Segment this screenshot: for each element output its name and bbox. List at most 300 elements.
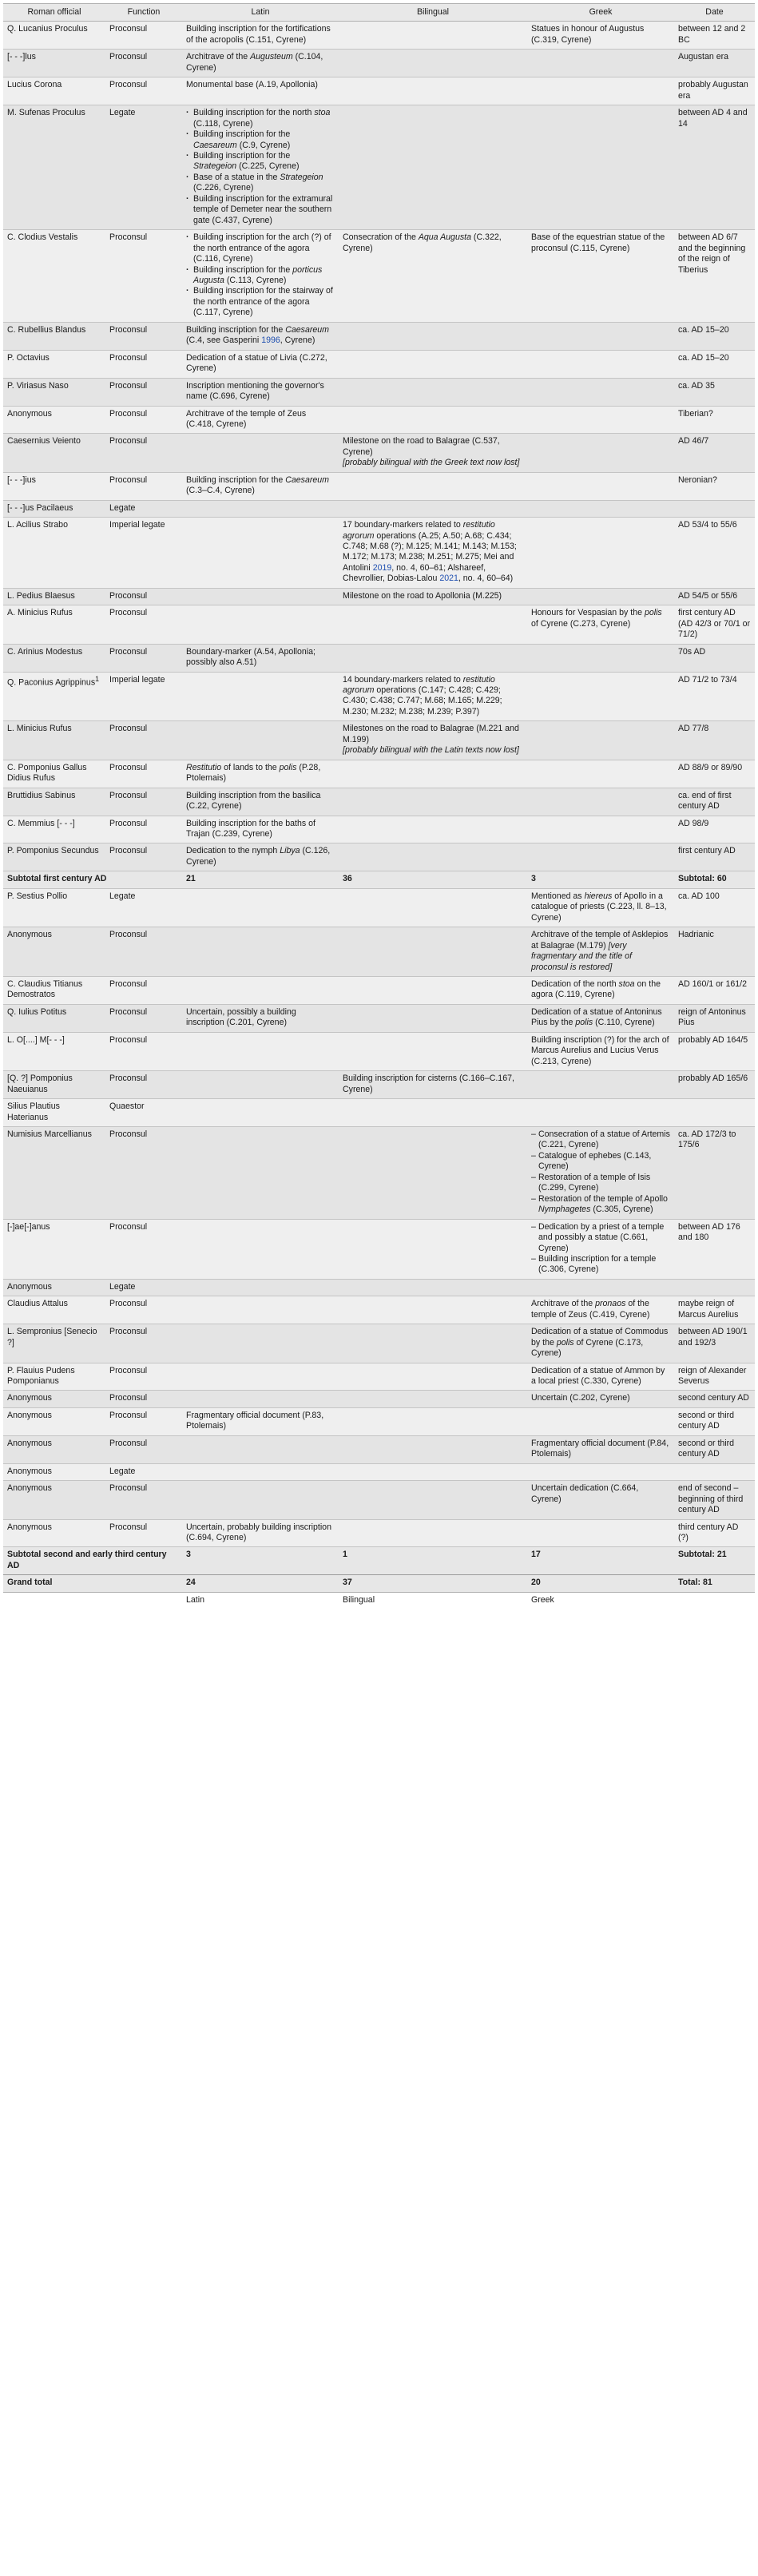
function-cell: Proconsul <box>105 50 182 77</box>
official-cell: L. Acilius Strabo <box>3 518 105 589</box>
bilingual-cell <box>339 77 527 105</box>
latin-cell <box>182 434 339 472</box>
bilingual-cell <box>339 1481 527 1519</box>
date-cell: ca. AD 15–20 <box>674 322 755 350</box>
date-cell: third century AD (?) <box>674 1519 755 1547</box>
function-cell: Proconsul <box>105 322 182 350</box>
table-row <box>3 788 755 816</box>
official-cell: L. Pedius Blaesus <box>3 588 105 605</box>
greek-cell: Statues in honour of Augustus (C.319, Cyrene) <box>527 22 674 50</box>
bilingual-cell <box>339 1126 527 1219</box>
bilingual-cell <box>339 22 527 50</box>
date-cell: AD 54/5 or 55/6 <box>674 588 755 605</box>
latin-cell <box>182 1279 339 1296</box>
latin-cell: Architrave of the Augusteum (C.104, Cyrene) <box>182 50 339 77</box>
latin-cell <box>182 605 339 644</box>
date-cell: reign of Antoninus Pius <box>674 1004 755 1032</box>
bilingual-cell <box>339 1435 527 1463</box>
official-cell: Silius Plautius Haterianus <box>3 1099 105 1127</box>
table-header-row <box>3 4 755 22</box>
official-cell: P. Sestius Pollio <box>3 888 105 927</box>
col-header-date: Date <box>674 4 755 22</box>
bilingual-cell <box>339 1391 527 1407</box>
date-cell: AD 98/9 <box>674 816 755 843</box>
greek-cell <box>527 1071 674 1099</box>
bilingual-cell: Building inscription for cisterns (C.166–C.167, Cyrene) <box>339 1071 527 1099</box>
bilingual-cell <box>339 105 527 230</box>
latin-cell <box>182 1071 339 1099</box>
bilingual-cell <box>339 760 527 788</box>
table-row <box>3 1219 755 1279</box>
greek-total: 20 <box>527 1575 674 1592</box>
bilingual-cell: Milestones on the road to Balagrae (M.221 and M.199) [probably bilingual with the Latin texts now lost] <box>339 721 527 760</box>
greek-cell <box>527 1463 674 1480</box>
official-cell: [- - -]ius <box>3 472 105 500</box>
greek-total: 17 <box>527 1547 674 1575</box>
bilingual-cell <box>339 1324 527 1363</box>
date-cell: ca. AD 35 <box>674 378 755 406</box>
greek-cell <box>527 50 674 77</box>
date-cell: AD 160/1 or 161/2 <box>674 976 755 1004</box>
date-cell <box>674 1463 755 1480</box>
latin-cell: Building inscription from the basilica (C.22, Cyrene) <box>182 788 339 816</box>
latin-cell: Uncertain, possibly a building inscription (C.201, Cyrene) <box>182 1004 339 1032</box>
table-row <box>3 760 755 788</box>
official-cell: Anonymous <box>3 1279 105 1296</box>
date-cell: Hadrianic <box>674 927 755 977</box>
greek-cell: Mentioned as hiereus of Apollo in a catalogue of priests (C.223, ll. 8–13, Cyrene) <box>527 888 674 927</box>
function-cell: Proconsul <box>105 1126 182 1219</box>
bilingual-cell <box>339 605 527 644</box>
date-cell: between AD 190/1 and 192/3 <box>674 1324 755 1363</box>
greek-cell <box>527 672 674 721</box>
subtotal-row <box>3 1547 755 1575</box>
latin-cell <box>182 1099 339 1127</box>
greek-cell <box>527 472 674 500</box>
table-row <box>3 434 755 472</box>
table-row <box>3 888 755 927</box>
official-cell: C. Pomponius Gallus Didius Rufus <box>3 760 105 788</box>
latin-cell: Inscription mentioning the governor's name (C.696, Cyrene) <box>182 378 339 406</box>
official-cell: Numisius Marcellianus <box>3 1126 105 1219</box>
bilingual-cell <box>339 1004 527 1032</box>
latin-cell <box>182 1481 339 1519</box>
function-cell: Legate <box>105 1279 182 1296</box>
table-row <box>3 1099 755 1127</box>
official-cell: Anonymous <box>3 927 105 977</box>
table-row <box>3 1126 755 1219</box>
official-cell: P. Viriasus Naso <box>3 378 105 406</box>
bilingual-cell: 14 boundary-markers related to restitutio agrorum operations (C.147; C.428; C.429; C.430; C.438; C.747; M.68; M.165; M.229; M.230; M.232; M.238; M.239; P.397) <box>339 672 527 721</box>
bilingual-cell <box>339 1032 527 1070</box>
date-cell: ca. end of first century AD <box>674 788 755 816</box>
bilingual-cell <box>339 788 527 816</box>
bilingual-cell <box>339 322 527 350</box>
function-cell: Proconsul <box>105 843 182 871</box>
bilingual-cell <box>339 472 527 500</box>
footer-label-greek: Greek <box>527 1592 674 1609</box>
official-cell: C. Claudius Titianus Demostratos <box>3 976 105 1004</box>
col-header-latin: Latin <box>182 4 339 22</box>
function-cell: Proconsul <box>105 1324 182 1363</box>
function-cell: Proconsul <box>105 77 182 105</box>
official-cell: C. Memmius [- - -] <box>3 816 105 843</box>
date-cell: ca. AD 172/3 to 175/6 <box>674 1126 755 1219</box>
latin-cell: Fragmentary official document (P.83, Ptolemais) <box>182 1407 339 1435</box>
greek-cell: Fragmentary official document (P.84, Ptolemais) <box>527 1435 674 1463</box>
table-row <box>3 500 755 517</box>
table-row <box>3 1279 755 1296</box>
greek-cell <box>527 350 674 378</box>
function-cell: Proconsul <box>105 1219 182 1279</box>
bilingual-total: 1 <box>339 1547 527 1575</box>
greek-cell <box>527 518 674 589</box>
table-row <box>3 350 755 378</box>
function-cell: Proconsul <box>105 1071 182 1099</box>
official-cell: [- - -]us Pacilaeus <box>3 500 105 517</box>
table-row <box>3 406 755 434</box>
official-cell: Q. Iulius Potitus <box>3 1004 105 1032</box>
official-cell: Anonymous <box>3 1407 105 1435</box>
latin-cell <box>182 518 339 589</box>
bilingual-cell <box>339 816 527 843</box>
greek-cell <box>527 500 674 517</box>
date-cell: between AD 4 and 14 <box>674 105 755 230</box>
latin-cell: Building inscription for the fortifications of the acropolis (C.151, Cyrene) <box>182 22 339 50</box>
bilingual-cell <box>339 406 527 434</box>
date-cell: reign of Alexander Severus <box>674 1363 755 1391</box>
table-row <box>3 518 755 589</box>
function-cell: Legate <box>105 500 182 517</box>
grand-total-label: Grand total <box>3 1575 182 1592</box>
latin-cell <box>182 1463 339 1480</box>
greek-cell <box>527 760 674 788</box>
latin-cell <box>182 1324 339 1363</box>
table-row <box>3 843 755 871</box>
date-total: Subtotal: 21 <box>674 1547 755 1575</box>
table-row <box>3 644 755 672</box>
function-cell: Proconsul <box>105 1296 182 1324</box>
official-cell: Q. Lucanius Proculus <box>3 22 105 50</box>
greek-cell: Base of the equestrian statue of the proconsul (C.115, Cyrene) <box>527 230 674 323</box>
greek-cell <box>527 816 674 843</box>
bilingual-cell <box>339 500 527 517</box>
table-row <box>3 1296 755 1324</box>
greek-cell <box>527 721 674 760</box>
latin-cell <box>182 1126 339 1219</box>
table-row <box>3 472 755 500</box>
bilingual-cell <box>339 1296 527 1324</box>
latin-cell <box>182 1391 339 1407</box>
bilingual-cell <box>339 976 527 1004</box>
date-cell <box>674 1279 755 1296</box>
bilingual-cell <box>339 927 527 977</box>
greek-cell <box>527 406 674 434</box>
bilingual-cell: 17 boundary-markers related to restitutio agrorum operations (A.25; A.50; A.68; C.434; C.748; M.68 (?); M.125; M.141; M.143; M.153; M.172; M.173; M.238; M.251; M.275; Mei and Antolini 2019, no. 4, 60–61; Alshareef, Chevrollier, Dobias-Lalou 2021, no. 4, 60–64) <box>339 518 527 589</box>
date-cell: between AD 6/7 and the beginning of the reign of Tiberius <box>674 230 755 323</box>
table-row <box>3 1435 755 1463</box>
bilingual-cell <box>339 1519 527 1547</box>
date-cell: Neronian? <box>674 472 755 500</box>
official-cell: P. Pomponius Secundus <box>3 843 105 871</box>
function-cell: Proconsul <box>105 588 182 605</box>
function-cell: Proconsul <box>105 788 182 816</box>
function-cell: Proconsul <box>105 1391 182 1407</box>
date-total: Total: 81 <box>674 1575 755 1592</box>
function-cell: Proconsul <box>105 1407 182 1435</box>
officials-table <box>3 3 755 1609</box>
footer-spacer <box>3 1592 182 1609</box>
function-cell: Proconsul <box>105 1519 182 1547</box>
latin-cell: Boundary-marker (A.54, Apollonia; possibly also A.51) <box>182 644 339 672</box>
latin-cell: Building inscription for the baths of Trajan (C.239, Cyrene) <box>182 816 339 843</box>
official-cell: Claudius Attalus <box>3 1296 105 1324</box>
greek-cell: Architrave of the pronaos of the temple of Zeus (C.419, Cyrene) <box>527 1296 674 1324</box>
footer-label-latin: Latin <box>182 1592 339 1609</box>
table-row <box>3 230 755 323</box>
table-row <box>3 1481 755 1519</box>
latin-total: 21 <box>182 871 339 888</box>
function-cell: Imperial legate <box>105 518 182 589</box>
bilingual-cell <box>339 1219 527 1279</box>
latin-cell: Architrave of the temple of Zeus (C.418, Cyrene) <box>182 406 339 434</box>
greek-cell: Building inscription (?) for the arch of Marcus Aurelius and Lucius Verus (C.213, Cyrene) <box>527 1032 674 1070</box>
greek-cell <box>527 105 674 230</box>
latin-cell: · Building inscription for the north stoa (C.118, Cyrene) · Building inscription for the Caesareum (C.9, Cyrene) · Building inscription for the Strategeion (C.225, Cyrene) · Base of a statue in the Strategeion (C.226, Cyrene) · Building inscription for the extramural temple of Demeter near the southern gate (C.437, Cyrene) <box>182 105 339 230</box>
bilingual-cell <box>339 1099 527 1127</box>
footer-label-bilingual: Bilingual <box>339 1592 527 1609</box>
col-header-bilingual: Bilingual <box>339 4 527 22</box>
function-cell: Legate <box>105 1463 182 1480</box>
function-cell: Proconsul <box>105 378 182 406</box>
official-cell: A. Minicius Rufus <box>3 605 105 644</box>
official-cell: P. Octavius <box>3 350 105 378</box>
official-cell: Anonymous <box>3 1481 105 1519</box>
latin-cell: Dedication to the nymph Libya (C.126, Cyrene) <box>182 843 339 871</box>
greek-cell <box>527 322 674 350</box>
date-cell: between AD 176 and 180 <box>674 1219 755 1279</box>
function-cell: Proconsul <box>105 1363 182 1391</box>
latin-cell: Building inscription for the Caesareum (C.3–C.4, Cyrene) <box>182 472 339 500</box>
table-row <box>3 605 755 644</box>
date-cell: probably Augustan era <box>674 77 755 105</box>
latin-cell <box>182 588 339 605</box>
official-cell: Caesernius Veiento <box>3 434 105 472</box>
latin-total: 3 <box>182 1547 339 1575</box>
greek-cell <box>527 1279 674 1296</box>
latin-total: 24 <box>182 1575 339 1592</box>
official-cell: Lucius Corona <box>3 77 105 105</box>
official-cell: C. Clodius Vestalis <box>3 230 105 323</box>
bilingual-cell <box>339 843 527 871</box>
date-cell: Tiberian? <box>674 406 755 434</box>
date-cell: second or third century AD <box>674 1435 755 1463</box>
function-cell: Legate <box>105 888 182 927</box>
latin-cell <box>182 976 339 1004</box>
latin-cell <box>182 1032 339 1070</box>
greek-cell <box>527 788 674 816</box>
latin-cell <box>182 1219 339 1279</box>
latin-cell <box>182 1363 339 1391</box>
official-cell: Anonymous <box>3 1391 105 1407</box>
latin-cell: Building inscription for the Caesareum (C.4, see Gasperini 1996, Cyrene) <box>182 322 339 350</box>
greek-cell: Dedication of a statue of Antoninus Pius by the polis (C.110, Cyrene) <box>527 1004 674 1032</box>
greek-cell: Architrave of the temple of Asklepios at Balagrae (M.179) [very fragmentary and the title of proconsul is restored] <box>527 927 674 977</box>
latin-cell: Monumental base (A.19, Apollonia) <box>182 77 339 105</box>
table-row <box>3 322 755 350</box>
greek-cell: Uncertain (C.202, Cyrene) <box>527 1391 674 1407</box>
latin-cell: · Building inscription for the arch (?) of the north entrance of the agora (C.116, Cyrene) · Building inscription for the porticus Augusta (C.113, Cyrene) · Building inscription for the stairway of the north entrance of the agora (C.117, Cyrene) <box>182 230 339 323</box>
function-cell: Proconsul <box>105 1032 182 1070</box>
function-cell: Legate <box>105 105 182 230</box>
official-cell: Bruttidius Sabinus <box>3 788 105 816</box>
bilingual-cell <box>339 888 527 927</box>
table-row <box>3 927 755 977</box>
latin-cell <box>182 500 339 517</box>
greek-cell <box>527 434 674 472</box>
function-cell: Proconsul <box>105 406 182 434</box>
bilingual-cell <box>339 1407 527 1435</box>
official-cell: C. Rubellius Blandus <box>3 322 105 350</box>
official-cell: M. Sufenas Proculus <box>3 105 105 230</box>
col-header-function: Function <box>105 4 182 22</box>
bilingual-cell <box>339 50 527 77</box>
official-cell: Anonymous <box>3 406 105 434</box>
latin-cell <box>182 927 339 977</box>
official-cell: Anonymous <box>3 1435 105 1463</box>
greek-cell <box>527 588 674 605</box>
subtotal-label: Subtotal first century AD <box>3 871 182 888</box>
function-cell: Proconsul <box>105 605 182 644</box>
table-row <box>3 976 755 1004</box>
official-cell: Anonymous <box>3 1519 105 1547</box>
date-cell: second or third century AD <box>674 1407 755 1435</box>
bilingual-cell: Consecration of the Aqua Augusta (C.322, Cyrene) <box>339 230 527 323</box>
greek-cell: – Dedication by a priest of a temple and possibly a statue (C.661, Cyrene) – Building inscription for a temple (C.306, Cyrene) <box>527 1219 674 1279</box>
official-cell: P. Flauius Pudens Pomponianus <box>3 1363 105 1391</box>
table-body <box>3 22 755 1609</box>
bilingual-total: 36 <box>339 871 527 888</box>
official-cell: [-]ae[-]anus <box>3 1219 105 1279</box>
table-footer-row <box>3 1592 755 1609</box>
footer-spacer <box>674 1592 755 1609</box>
date-cell: ca. AD 100 <box>674 888 755 927</box>
date-cell: maybe reign of Marcus Aurelius <box>674 1296 755 1324</box>
official-cell: [Q. ?] Pomponius Naeuianus <box>3 1071 105 1099</box>
table-row <box>3 1363 755 1391</box>
greek-cell: Dedication of a statue of Commodus by the polis of Cyrene (C.173, Cyrene) <box>527 1324 674 1363</box>
greek-cell <box>527 1407 674 1435</box>
latin-cell <box>182 1435 339 1463</box>
grand-total-row <box>3 1575 755 1592</box>
function-cell: Proconsul <box>105 976 182 1004</box>
function-cell: Proconsul <box>105 927 182 977</box>
date-cell: 70s AD <box>674 644 755 672</box>
table-row <box>3 1407 755 1435</box>
bilingual-cell <box>339 1279 527 1296</box>
latin-cell <box>182 672 339 721</box>
table-row <box>3 1519 755 1547</box>
latin-cell: Dedication of a statue of Livia (C.272, Cyrene) <box>182 350 339 378</box>
greek-cell <box>527 644 674 672</box>
greek-total: 3 <box>527 871 674 888</box>
latin-cell: Uncertain, probably building inscription (C.694, Cyrene) <box>182 1519 339 1547</box>
function-cell: Quaestor <box>105 1099 182 1127</box>
function-cell: Imperial legate <box>105 672 182 721</box>
function-cell: Proconsul <box>105 434 182 472</box>
table-row <box>3 378 755 406</box>
function-cell: Proconsul <box>105 760 182 788</box>
table-row <box>3 1032 755 1070</box>
date-total: Subtotal: 60 <box>674 871 755 888</box>
date-cell: AD 53/4 to 55/6 <box>674 518 755 589</box>
date-cell: AD 88/9 or 89/90 <box>674 760 755 788</box>
bilingual-total: 37 <box>339 1575 527 1592</box>
table-row <box>3 22 755 50</box>
official-cell: [- - -]lus <box>3 50 105 77</box>
greek-cell: Uncertain dedication (C.664, Cyrene) <box>527 1481 674 1519</box>
date-cell: AD 71/2 to 73/4 <box>674 672 755 721</box>
subtotal-label: Subtotal second and early third century AD <box>3 1547 182 1575</box>
latin-cell <box>182 721 339 760</box>
table-row <box>3 721 755 760</box>
greek-cell: Honours for Vespasian by the polis of Cyrene (C.273, Cyrene) <box>527 605 674 644</box>
greek-cell <box>527 1519 674 1547</box>
date-cell: AD 46/7 <box>674 434 755 472</box>
date-cell: between 12 and 2 BC <box>674 22 755 50</box>
official-cell: L. Sempronius [Senecio ?] <box>3 1324 105 1363</box>
table-row <box>3 1391 755 1407</box>
table-row <box>3 77 755 105</box>
date-cell: first century AD <box>674 843 755 871</box>
table-row <box>3 1463 755 1480</box>
table-row <box>3 1071 755 1099</box>
official-cell: Q. Paconius Agrippinus$^1$ <box>3 672 105 721</box>
greek-cell <box>527 77 674 105</box>
bilingual-cell: Milestone on the road to Apollonia (M.225) <box>339 588 527 605</box>
date-cell: ca. AD 15–20 <box>674 350 755 378</box>
official-cell: L. O[....] M[- - -] <box>3 1032 105 1070</box>
table-row <box>3 588 755 605</box>
function-cell: Proconsul <box>105 1435 182 1463</box>
greek-cell: – Consecration of a statue of Artemis (C.221, Cyrene) – Catalogue of ephebes (C.143, Cyrene) – Restoration of a temple of Isis (C.299, Cyrene) – Restoration of the temple of Apollo Nymphagetes (C.305, Cyrene) <box>527 1126 674 1219</box>
function-cell: Proconsul <box>105 22 182 50</box>
date-cell: end of second – beginning of third century AD <box>674 1481 755 1519</box>
date-cell <box>674 500 755 517</box>
date-cell: AD 77/8 <box>674 721 755 760</box>
bilingual-cell <box>339 1363 527 1391</box>
table-row <box>3 816 755 843</box>
table-row <box>3 1004 755 1032</box>
date-cell: probably AD 164/5 <box>674 1032 755 1070</box>
date-cell: first century AD (AD 42/3 or 70/1 or 71/2) <box>674 605 755 644</box>
subtotal-row <box>3 871 755 888</box>
col-header-greek: Greek <box>527 4 674 22</box>
bilingual-cell <box>339 350 527 378</box>
official-cell: Anonymous <box>3 1463 105 1480</box>
bilingual-cell: Milestone on the road to Balagrae (C.537, Cyrene) [probably bilingual with the Greek text now lost] <box>339 434 527 472</box>
latin-cell: Restitutio of lands to the polis (P.28, Ptolemais) <box>182 760 339 788</box>
col-header-official: Roman official <box>3 4 105 22</box>
function-cell: Proconsul <box>105 644 182 672</box>
function-cell: Proconsul <box>105 472 182 500</box>
table-row <box>3 105 755 230</box>
date-cell: probably AD 165/6 <box>674 1071 755 1099</box>
greek-cell: Dedication of a statue of Ammon by a local priest (C.330, Cyrene) <box>527 1363 674 1391</box>
official-cell: C. Arinius Modestus <box>3 644 105 672</box>
date-cell: Augustan era <box>674 50 755 77</box>
function-cell: Proconsul <box>105 816 182 843</box>
